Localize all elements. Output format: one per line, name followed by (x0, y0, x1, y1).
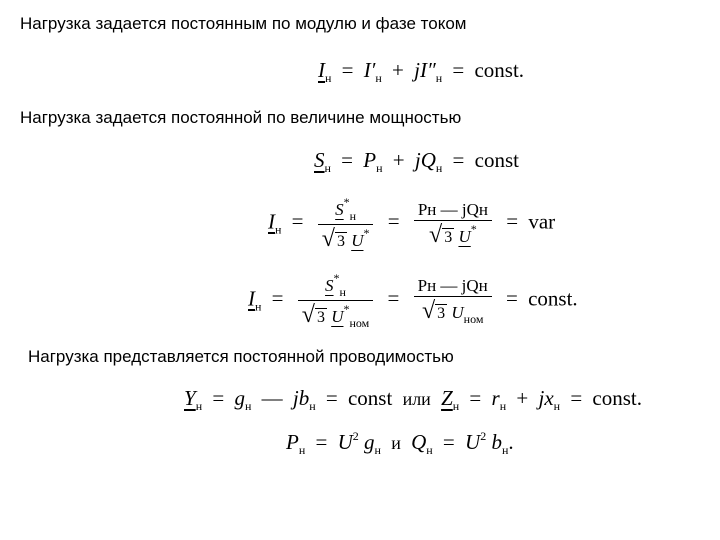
den-subscript: ном (463, 311, 484, 326)
power-q-subscript: н (426, 443, 433, 457)
conductance-subscript: н (374, 443, 381, 457)
rhs-const: const (474, 148, 519, 172)
fraction-2-denominator (414, 221, 492, 247)
fraction-2 (414, 201, 492, 247)
num-symbol: S (325, 276, 334, 295)
num-superscript: * (333, 271, 340, 285)
fraction-1-denominator (318, 225, 374, 251)
num-subscript: н (339, 285, 346, 299)
power-p-subscript: н (298, 443, 306, 457)
voltage-symbol: U (465, 430, 481, 454)
term-2-subscript: н (435, 71, 443, 85)
formula-current-from-power (268, 196, 555, 251)
formula-current-nominal-voltage (248, 272, 578, 329)
equals-sign: = (387, 286, 400, 311)
den-subscript: ном (349, 316, 370, 330)
term-r-subscript: н (499, 399, 507, 413)
conductance-symbol: g (364, 430, 375, 454)
sqrt-symbol: √ (301, 302, 315, 328)
fraction-1-numerator (318, 196, 374, 225)
fraction-1 (318, 196, 374, 251)
voltage-exponent: 2 (480, 429, 487, 443)
sqrt-symbol: √ (429, 221, 443, 248)
equals-sign: = (570, 386, 583, 410)
fraction-1-denominator (298, 301, 374, 329)
fraction-2 (414, 277, 492, 325)
voltage-exponent: 2 (352, 429, 359, 443)
term-1-subscript: н (375, 71, 382, 85)
num-subscript: н (349, 209, 357, 223)
lhs-symbol: S (314, 148, 325, 172)
lhs-subscript: н (324, 161, 331, 175)
plus-sign: + (392, 148, 405, 172)
fraction-1-numerator (298, 272, 374, 301)
equals-sign: = (341, 58, 354, 82)
formula-admittance-impedance (184, 388, 642, 412)
lhs-subscript: н (195, 399, 203, 413)
den-superscript: * (343, 302, 350, 316)
den-symbol: U (351, 231, 364, 250)
rhs2-const: const. (592, 386, 642, 410)
lhs-subscript: н (325, 71, 332, 85)
term-r: r (491, 386, 500, 410)
term-b: b (298, 386, 310, 410)
fraction-2-numerator: Pн — jQн (414, 201, 492, 221)
lhs-symbol: I (268, 209, 275, 234)
fraction-2-numerator: Pн — jQн (414, 277, 492, 297)
fraction-2-denominator (414, 297, 492, 325)
fraction-1 (298, 272, 374, 329)
rhs-var: var (528, 209, 556, 234)
lhs-subscript: н (255, 299, 262, 314)
heading-constant-current: Нагрузка задается постоянным по модулю и фазе током (20, 14, 467, 33)
term-2-subscript: н (435, 161, 443, 175)
num-symbol: S (335, 200, 344, 219)
imaginary-unit: j (538, 386, 545, 410)
equals-sign: = (387, 209, 400, 234)
rhs-const: const. (474, 58, 525, 82)
conjunction-and: и (391, 433, 401, 453)
equals-sign: = (315, 430, 328, 454)
equals-sign: = (506, 209, 519, 234)
term-g-subscript: н (244, 399, 252, 413)
equals-sign: = (469, 386, 482, 410)
term-2: Q (420, 148, 436, 172)
term-1-subscript: н (376, 161, 383, 175)
formula-constant-current (318, 60, 524, 84)
sqrt-symbol: √ (321, 226, 335, 252)
lhs-subscript: н (275, 222, 282, 237)
voltage-symbol: U (337, 430, 353, 454)
equals-sign: = (452, 148, 465, 172)
sqrt-symbol: √ (421, 297, 436, 324)
heading-constant-power: Нагрузка задается постоянной по величине мощностью (20, 108, 462, 127)
plus-sign: + (392, 58, 404, 82)
susceptance-symbol: b (491, 430, 502, 454)
susceptance-subscript: н (501, 443, 509, 457)
term-g: g (234, 386, 245, 410)
rhs-const: const (347, 386, 393, 410)
term-2: I″ (419, 58, 436, 82)
sqrt-argument: 3 (437, 304, 446, 322)
term-x: x (544, 386, 554, 410)
power-q-symbol: Q (411, 430, 427, 454)
den-symbol: U (458, 226, 471, 246)
equals-sign: = (506, 286, 518, 311)
heading-constant-admittance: Нагрузка представляется постоянной проводимостью (28, 347, 454, 366)
num-superscript: * (343, 195, 350, 209)
sqrt-argument: 3 (336, 233, 345, 250)
term-x-subscript: н (553, 399, 561, 413)
equals-sign: = (291, 209, 304, 234)
sqrt-argument: 3 (316, 309, 325, 326)
den-symbol: U (451, 302, 464, 322)
term-1: I′ (363, 58, 376, 82)
equals-sign: = (271, 286, 284, 311)
formula-constant-power (314, 150, 519, 174)
plus-sign: + (516, 386, 529, 410)
period: . (508, 430, 514, 454)
formula-power-from-admittance (286, 430, 514, 456)
equals-sign: = (212, 386, 225, 410)
lhs2-symbol: Z (441, 386, 453, 410)
lhs-symbol: I (318, 58, 325, 82)
equals-sign: = (452, 58, 465, 82)
equals-sign: = (341, 148, 354, 172)
lhs-symbol: Y (184, 386, 196, 410)
rhs-const: const. (528, 286, 578, 311)
equals-sign: = (442, 430, 455, 454)
term-b-subscript: н (309, 399, 316, 413)
den-symbol: U (331, 307, 344, 326)
term-1: P (363, 148, 377, 172)
minus-sign: — (261, 386, 283, 410)
lhs2-subscript: н (452, 399, 460, 413)
lhs-symbol: I (248, 286, 255, 311)
sqrt-argument: 3 (444, 228, 453, 246)
den-superscript: * (363, 226, 370, 240)
imaginary-unit: j (414, 58, 420, 82)
den-superscript: * (470, 221, 477, 236)
equals-sign: = (325, 386, 338, 410)
imaginary-unit: j (414, 148, 421, 172)
power-p-symbol: P (286, 430, 299, 454)
imaginary-unit: j (292, 386, 299, 410)
conjunction-or: или (402, 389, 431, 409)
